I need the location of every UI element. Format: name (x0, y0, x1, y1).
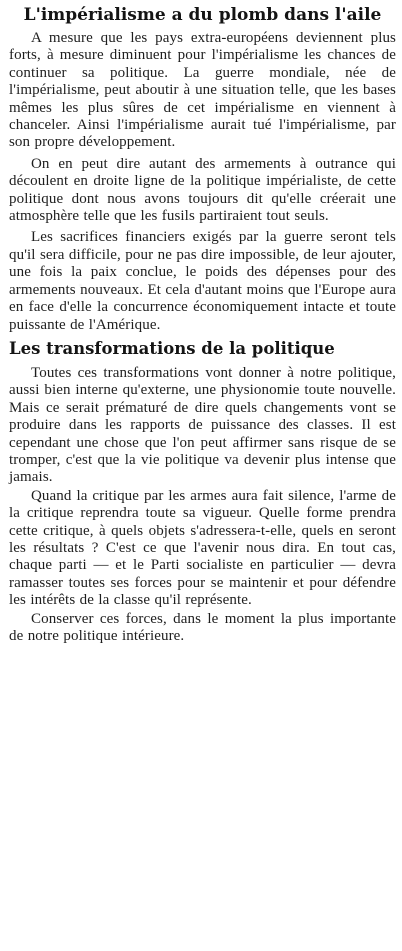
article-paragraph: Toutes ces transformations vont donner à notre politique, aussi bien interne qu'externe, une physionomie toute nouvelle. Mais ce serait prématuré de dire quels changements vont se produire dans les rapports de puissance des classes. Il est cependant une chose que l'on peut affirmer sans risque de se tromper, c'est que la vie politique va devenir plus intense que jamais. (9, 364, 396, 486)
article-paragraph: Quand la critique par les armes aura fait silence, l'arme de la critique reprendra toute sa vigueur. Quelle forme prendra cette critique, à quels objets s'adressera-t-elle, quels en seront les résultats ? C'est ce que l'avenir nous dira. En tout cas, chaque parti — et le Parti socialiste en particulier — devra ramasser toutes ses forces pour se maintenir et pour défendre les intérêts de la classe qu'il représente. (9, 487, 396, 609)
article-paragraph: Conserver ces forces, dans le moment la plus importante de notre politique intérieure. (9, 610, 396, 644)
article-title: L'impérialisme a du plomb dans l'aile (23, 5, 382, 25)
article-paragraph: A mesure que les pays extra-européens deviennent plus forts, à mesure diminuent pour l'impérialisme les chances de continuer sa politique. La guerre mondiale, née de l'impérialisme, peut aboutir à une situation telle, que les bases mêmes les plus sûres de cet impérialisme en viennent à chanceler. Ainsi l'impérialisme aurait tué l'impérialisme, par son propre développement. (9, 30, 396, 151)
article-paragraph: Les sacrifices financiers exigés par la guerre seront tels qu'il sera difficile, pour ne pas dire impossible, de leur ajouter, une fois la paix conclue, le poids des dépenses pour des armements nouveaux. Et cela d'autant moins que l'Europe aura en face d'elle la concurrence économiquement intacte et toute puissante de l'Amérique. (9, 229, 396, 333)
article-paragraph: On en peut dire autant des armements à outrance qui découlent en droite ligne de la politique impérialiste, de cette politique dont nous avons toujours dit qu'elle créerait une atmosphère telle que les fusils partiraient tout seuls. (9, 155, 396, 225)
section-title: Les transformations de la politique (9, 338, 335, 358)
